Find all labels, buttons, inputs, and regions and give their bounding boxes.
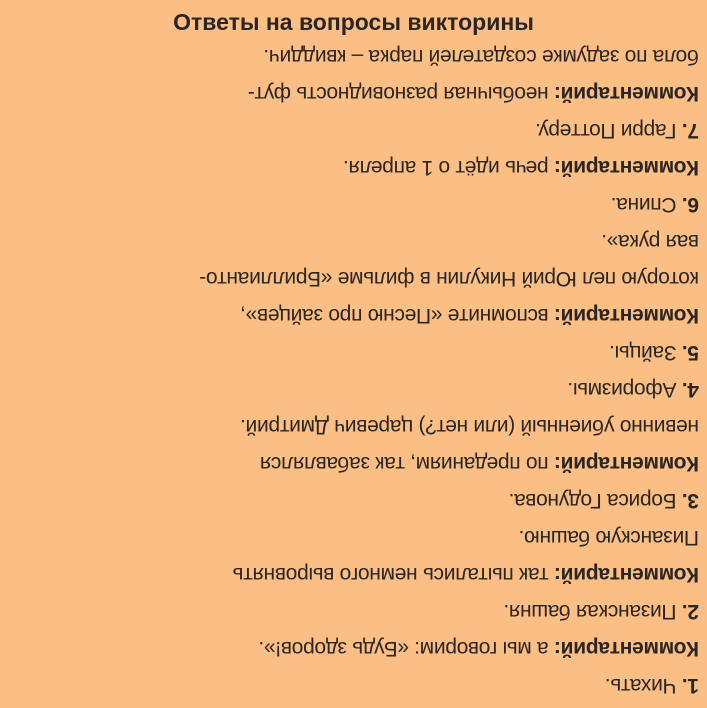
line-text: Зайцы. bbox=[609, 341, 683, 364]
comment-line bbox=[8, 448, 699, 478]
answer-line bbox=[8, 485, 699, 515]
answer-number: 3. bbox=[682, 489, 699, 512]
answer-line bbox=[8, 670, 699, 700]
answer-number: 4. bbox=[682, 378, 699, 401]
answers-block bbox=[0, 40, 707, 708]
page-title: Ответы на вопросы викторины bbox=[173, 9, 534, 35]
comment-label: Комментарий: bbox=[554, 452, 699, 475]
comment-line bbox=[8, 152, 699, 182]
answer-number: 2. bbox=[682, 600, 699, 623]
line-text: Пизанская башня. bbox=[503, 600, 683, 623]
answer-line bbox=[8, 596, 699, 626]
answer-line bbox=[8, 189, 699, 219]
comment-label: Комментарий: bbox=[554, 637, 699, 660]
line-text: необычная разновидность фут- bbox=[248, 82, 555, 105]
line-text: невинно убиенный (или нет?) царевич Дмитрий. bbox=[240, 415, 699, 438]
answer-number: 5. bbox=[682, 341, 699, 364]
line-text: а мы говорим: «Будь здоров!». bbox=[258, 637, 555, 660]
line-text: Пизанскую башню. bbox=[518, 526, 699, 549]
line-text: Бориса Годунова. bbox=[508, 489, 683, 512]
comment-continuation bbox=[8, 263, 699, 293]
comment-continuation bbox=[8, 522, 699, 552]
line-text: бола по задумке создателей парка – квиддич. bbox=[263, 45, 699, 68]
comment-continuation bbox=[8, 226, 699, 256]
line-text: так пытались немного выровнять bbox=[232, 563, 555, 586]
answer-line bbox=[8, 374, 699, 404]
comment-label: Комментарий: bbox=[554, 82, 699, 105]
answer-number: 1. bbox=[682, 674, 699, 697]
comment-label: Комментарий: bbox=[554, 304, 699, 327]
line-text: Афоризмы. bbox=[567, 378, 683, 401]
answer-line bbox=[8, 337, 699, 367]
line-text: Чихать. bbox=[605, 674, 683, 697]
answer-line bbox=[8, 115, 699, 145]
comment-label: Комментарий: bbox=[554, 156, 699, 179]
answer-number: 6. bbox=[682, 193, 699, 216]
line-text: Спина. bbox=[610, 193, 683, 216]
comment-line bbox=[8, 300, 699, 330]
comment-line bbox=[8, 559, 699, 589]
line-text: вспомните «Песню про зайцев», bbox=[240, 304, 555, 327]
line-text: вая рука». bbox=[601, 230, 699, 253]
line-text: которую пел Юрий Никулин в фильме «Бриллианто- bbox=[199, 267, 699, 290]
comment-label: Комментарий: bbox=[554, 563, 699, 586]
line-text: речь идёт о 1 апреля. bbox=[343, 156, 555, 179]
answer-number: 7. bbox=[682, 119, 699, 142]
comment-line bbox=[8, 78, 699, 108]
comment-continuation bbox=[8, 41, 699, 71]
comment-line bbox=[8, 633, 699, 663]
line-text: Гарри Поттеру. bbox=[535, 119, 683, 142]
comment-continuation bbox=[8, 411, 699, 441]
line-text: по преданиям, так забавлялся bbox=[260, 452, 555, 475]
